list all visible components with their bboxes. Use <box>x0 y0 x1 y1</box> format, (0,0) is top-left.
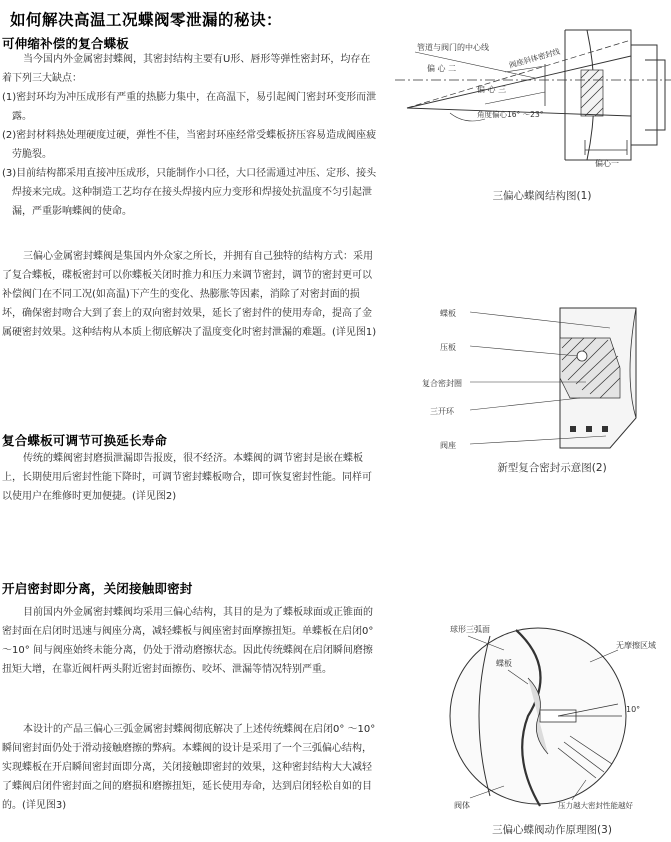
section1-para2: 三偏心金属密封蝶阀是集国内外众家之所长，并拥有自己独特的结构方式：采用了复合蝶板，碟板密封可以你蝶板关闭时推力和压力来调节密封，调节的密封更可以补偿阀门在不同工况(如高温)下产生的变化、热膨胀等因素，消除了对密封面的损坏，确保密封吻合大到了套上的双向密封效果，延长了密封件的使用寿命，提高了金属硬密封效果。这种结构从本质上彻底解决了温度变化时密封泄漏的难题。(详见图1) <box>2 251 377 338</box>
label-body: 阀体 <box>454 801 470 810</box>
label-center-line: 管道与阀门的中心线 <box>417 43 489 52</box>
label-split-ring: 三开环 <box>430 407 454 416</box>
figure3-diagram <box>408 618 668 813</box>
label-compound-seal: 复合密封圈 <box>422 379 462 388</box>
section3-para2: 本设计的产品三偏心三弧金属密封蝶阀彻底解决了上述传统蝶阀在启闭0° ～10° 瞬间密封面仍处于滑动接触磨擦的弊病。本蝶阀的设计是采用了一个三弧偏心结构，实现蝶板在开启瞬间密封面即分离，关闭接触即密封的效果，这种密封结构大大减轻了蝶阀启闭件密封面之间的磨损和磨擦扭矩，延长使用寿命，达到启闭轻松自如的目的。(详见图3) <box>2 724 376 811</box>
label-seat: 阀座 <box>440 441 456 450</box>
seat-hatch <box>581 70 603 116</box>
label-press-plate: 压板 <box>440 343 456 352</box>
figure1-caption: 三偏心蝶阀结构图(1) <box>492 190 592 202</box>
section1-intro: 当今国内外金属密封蝶阀，其密封结构主要有U形、唇形等弹性密封环，均存在着下列三大缺点： <box>2 54 371 84</box>
label-arc-face: 球形三弧面 <box>450 625 490 634</box>
section1-item-2: (2)密封材料热处理硬度过硬，弹性不佳，当密封环座经常受蝶板挤压容易造成阀座疲劳脆裂。 <box>2 130 377 160</box>
section1-body <box>2 50 378 221</box>
label-offset2: 偏 心 二 <box>427 64 457 73</box>
label-no-wear: 无摩擦区域 <box>616 641 656 650</box>
figure2-diagram <box>410 298 660 458</box>
page-title: 如何解决高温工况蝶阀零泄漏的秘诀： <box>10 11 283 29</box>
section2-para: 传统的蝶阀密封磨损泄漏即告报废，很不经济。本蝶阀的调节密封是嵌在蝶板上，长期使用后密封性能下降时，可调节密封蝶板吻合，即可恢复密封性能。同样可以使用户在维修时更加便捷。(详见图2) <box>2 453 372 502</box>
section3-body-2 <box>2 720 378 815</box>
seal-hatch <box>560 338 620 398</box>
label-offset3: 偏 心 三 <box>477 85 507 94</box>
section2-body <box>2 449 378 506</box>
bolt-marks <box>570 426 608 432</box>
figure3-caption: 三偏心蝶阀动作原理图(3) <box>492 824 612 836</box>
section1-body-2 <box>2 247 378 342</box>
label-disc: 蝶板 <box>440 309 456 318</box>
label-angle: 10° <box>626 705 641 714</box>
label-pressure: 压力越大密封性能越好 <box>558 801 633 810</box>
section2-title: 复合蝶板可调节可换延长寿命 <box>2 433 168 448</box>
section1-item-1: (1)密封环均为冲压成形有严重的热膨力集中，在高温下，易引起阀门密封环变形而泄露。 <box>2 92 377 122</box>
label-offset1: 偏心一 <box>595 159 619 168</box>
section1-title: 可伸缩补偿的复合蝶板 <box>2 36 130 51</box>
label-cone-axis: 阀座斜体密封线 <box>508 46 562 70</box>
label-angle: 角度偏心16° ～23° <box>477 110 544 119</box>
valve-body-shape <box>565 30 665 160</box>
section3-body <box>2 603 378 679</box>
section1-item-3: (3)目前结构都采用直接冲压成形，只能制作小口径，大口径需通过冲压、定形、接头焊接来完成。这种制造工艺均存在接头焊接内应力变形和焊接处抗温度不匀引起泄漏，严重影响蝶阀的使命。 <box>2 168 377 217</box>
section3-para1: 目前国内外金属密封蝶阀均采用三偏心结构，其目的是为了蝶板球面或正锥面的密封面在启闭时迅速与阀座分离，减轻蝶板与阀座密封面摩擦扭矩。单蝶板在启闭0°～10° 间与阀座始终未能分离，仍处于滑动磨擦状态。因此传统蝶阀在启闭瞬间磨擦扭矩大增，在靠近阀杆两头附近密封面擦伤、咬坏、泄漏等情况特别严重。 <box>2 607 374 675</box>
figure1-diagram <box>395 20 671 170</box>
section3-title: 开启密封即分离，关闭接触即密封 <box>2 581 193 596</box>
figure2-caption: 新型复合密封示意图(2) <box>497 462 607 474</box>
label-disc: 蝶板 <box>496 659 512 668</box>
